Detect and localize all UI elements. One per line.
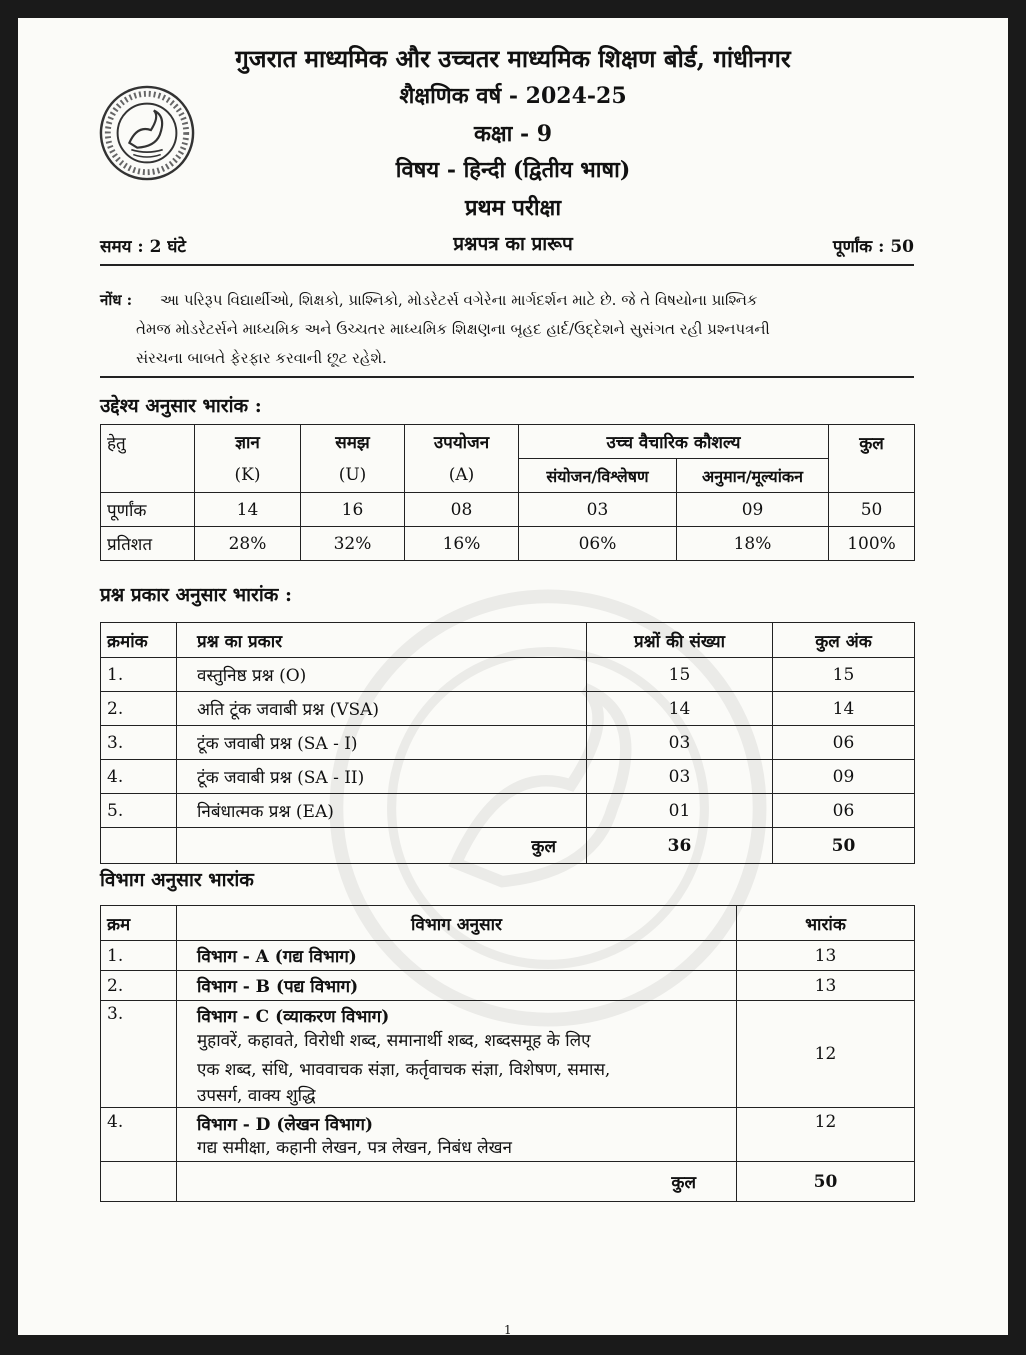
note-line-3: સંરચના બાબતે ફેરફાર કરવાની છૂટ રહેશે. <box>136 349 387 367</box>
page-number: 1 <box>504 1323 512 1335</box>
objective-col-a-code: (A) <box>405 459 519 493</box>
objective-cell: 08 <box>405 493 519 527</box>
section-row-desc: उपसर्ग, वाक्य शुद्धि <box>197 1086 316 1106</box>
objective-cell: 09 <box>677 493 829 527</box>
note-line-2: તેમજ મોડરેટર્સને માધ્યમિક અને ઉચ્ચતર માધ્યમિક શિક્ષણના બૃહદ હાર્દ/ઉદ્દેશને સુસંગત રહી પ્રશ્નપત્રની <box>136 320 770 338</box>
objective-col-k-code: (K) <box>195 459 301 493</box>
section-row-marks: 13 <box>737 971 915 1001</box>
objective-heading: उद्देश्य अनुसार भारांक : <box>100 395 262 417</box>
table-row <box>101 527 915 561</box>
exam-title: प्रथम परीक्षा <box>464 195 562 221</box>
qtype-col-no: क्रमांक <box>101 623 177 658</box>
qtype-row-count: 14 <box>587 692 773 726</box>
qtype-row-no: 1. <box>101 658 177 692</box>
qtype-row-type: निबंधात्मक प्रश्न (EA) <box>177 794 587 828</box>
qtype-total-label: कुल <box>177 828 587 864</box>
section-row-marks: 12 <box>737 1108 915 1162</box>
document-page <box>18 18 1008 1335</box>
table-row-total <box>101 1162 915 1202</box>
objective-col-k: ज्ञान <box>195 425 301 459</box>
table-row <box>101 760 915 794</box>
section-total-marks: 50 <box>737 1162 915 1202</box>
objective-cell: 16% <box>405 527 519 561</box>
objective-cell: 50 <box>829 493 915 527</box>
objective-row-label: पूर्णांक <box>101 493 195 527</box>
section-row-desc: गद्य समीक्षा, कहानी लेखन, पत्र लेखन, निबंध लेखन <box>197 1138 512 1158</box>
section-heading: विभाग अनुसार भारांक <box>100 869 254 891</box>
note-label: नोंध : <box>100 291 133 309</box>
section-row-marks: 12 <box>737 1001 915 1108</box>
class-title: कक्षा - 9 <box>473 121 553 147</box>
objective-col-total: कुल <box>829 425 915 493</box>
section-table <box>100 905 915 1202</box>
qtype-row-marks: 15 <box>773 658 915 692</box>
qtype-row-type: अति टूंक जवाबी प्रश्न (VSA) <box>177 692 587 726</box>
qtype-heading: प्रश्न प्रकार अनुसार भारांक : <box>100 584 292 606</box>
objective-col-u-code: (U) <box>301 459 405 493</box>
qtype-row-count: 01 <box>587 794 773 828</box>
objective-cell: 16 <box>301 493 405 527</box>
qtype-row-count: 03 <box>587 760 773 794</box>
section-row-no: 2. <box>101 971 177 1001</box>
objective-cell: 14 <box>195 493 301 527</box>
section-row-no: 1. <box>101 941 177 971</box>
section-row-desc: एक शब्द, संधि, भाववाचक संज्ञा, कर्तृवाचक संज्ञा, विशेषण, समास, <box>197 1060 611 1080</box>
qtype-row-no: 2. <box>101 692 177 726</box>
objective-table <box>100 424 915 561</box>
table-row <box>101 971 915 1001</box>
qtype-total-count: 36 <box>587 828 773 864</box>
academic-year: शैक्षणिक वर्ष - 2024-25 <box>399 83 627 109</box>
header-divider <box>100 264 914 266</box>
objective-cell: 28% <box>195 527 301 561</box>
section-col-marks: भारांक <box>737 906 915 941</box>
objective-cell: 18% <box>677 527 829 561</box>
table-row <box>101 493 915 527</box>
section-total-label: कुल <box>177 1162 737 1202</box>
section-row-title: विभाग - C (व्याकरण विभाग) <box>197 1007 390 1027</box>
section-row-no: 4. <box>101 1108 177 1162</box>
table-row-total <box>101 828 915 864</box>
qtype-row-no: 3. <box>101 726 177 760</box>
objective-cell: 06% <box>519 527 677 561</box>
section-row-title: विभाग - D (लेखन विभाग) <box>197 1115 373 1135</box>
objective-col-u: समझ <box>301 425 405 459</box>
subject-title: विषय - हिन्दी (द्वितीय भाषा) <box>395 157 631 183</box>
board-name: गुजरात माध्यमिक और उच्चतर माध्यमिक शिक्षण बोर्ड, गांधीनगर <box>235 44 791 73</box>
objective-cell: 100% <box>829 527 915 561</box>
qtype-row-count: 15 <box>587 658 773 692</box>
table-row <box>101 1001 915 1108</box>
table-row <box>101 941 915 971</box>
qtype-row-no: 5. <box>101 794 177 828</box>
exam-time: समय : 2 घंटे <box>100 237 186 257</box>
objective-cell: 03 <box>519 493 677 527</box>
section-row-title: विभाग - B (पद्य विभाग) <box>177 971 737 1001</box>
note-line-1: આ પરિરૂપ વિદ્યાર્થીઓ, શિક્ષકો, પ્રાશ્નિકો, મોડરેટર્સ વગેરેના માર્ગદર્શન માટે છે. જે તે વિષયોના પ્રાશ્નિક <box>160 291 758 309</box>
objective-row-label: प्रतिशत <box>101 527 195 561</box>
section-row-desc: मुहावरें, कहावते, विरोधी शब्द, समानार्थी शब्द, शब्दसमूह के लिए <box>197 1031 591 1051</box>
qtype-row-marks: 14 <box>773 692 915 726</box>
qtype-row-type: टूंक जवाबी प्रश्न (SA - II) <box>177 760 587 794</box>
section-row-title: विभाग - A (गद्य विभाग) <box>177 941 737 971</box>
qtype-row-marks: 06 <box>773 726 915 760</box>
qtype-col-count: प्रश्नों की संख्या <box>587 623 773 658</box>
note-divider <box>100 376 914 378</box>
qtype-row-type: टूंक जवाबी प्रश्न (SA - I) <box>177 726 587 760</box>
objective-cell: 32% <box>301 527 405 561</box>
objective-col-high2: अनुमान/मूल्यांकन <box>677 459 829 493</box>
section-col-no: क्रम <box>101 906 177 941</box>
qtype-row-no: 4. <box>101 760 177 794</box>
objective-col-high1: संयोजन/विश्लेषण <box>519 459 677 493</box>
qtype-row-marks: 09 <box>773 760 915 794</box>
qtype-col-marks: कुल अंक <box>773 623 915 658</box>
table-row <box>101 692 915 726</box>
section-row-no: 3. <box>101 1001 177 1108</box>
table-row <box>101 726 915 760</box>
blueprint-title: प्रश्नपत्र का प्रारूप <box>453 233 573 255</box>
qtype-row-type: वस्तुनिष्ठ प्रश्न (O) <box>177 658 587 692</box>
objective-col-a: उपयोजन <box>405 425 519 459</box>
section-col-section: विभाग अनुसार <box>177 906 737 941</box>
total-marks: पूर्णांक : 50 <box>832 237 914 257</box>
qtype-table <box>100 622 915 864</box>
qtype-col-type: प्रश्न का प्रकार <box>177 623 587 658</box>
qtype-row-marks: 06 <box>773 794 915 828</box>
table-row <box>101 794 915 828</box>
objective-col-hetu: हेतु <box>101 425 195 493</box>
objective-col-high: उच्च वैचारिक कौशल्य <box>519 425 829 459</box>
table-row <box>101 1108 915 1162</box>
qtype-row-count: 03 <box>587 726 773 760</box>
qtype-total-marks: 50 <box>773 828 915 864</box>
table-row <box>101 658 915 692</box>
section-row-marks: 13 <box>737 941 915 971</box>
